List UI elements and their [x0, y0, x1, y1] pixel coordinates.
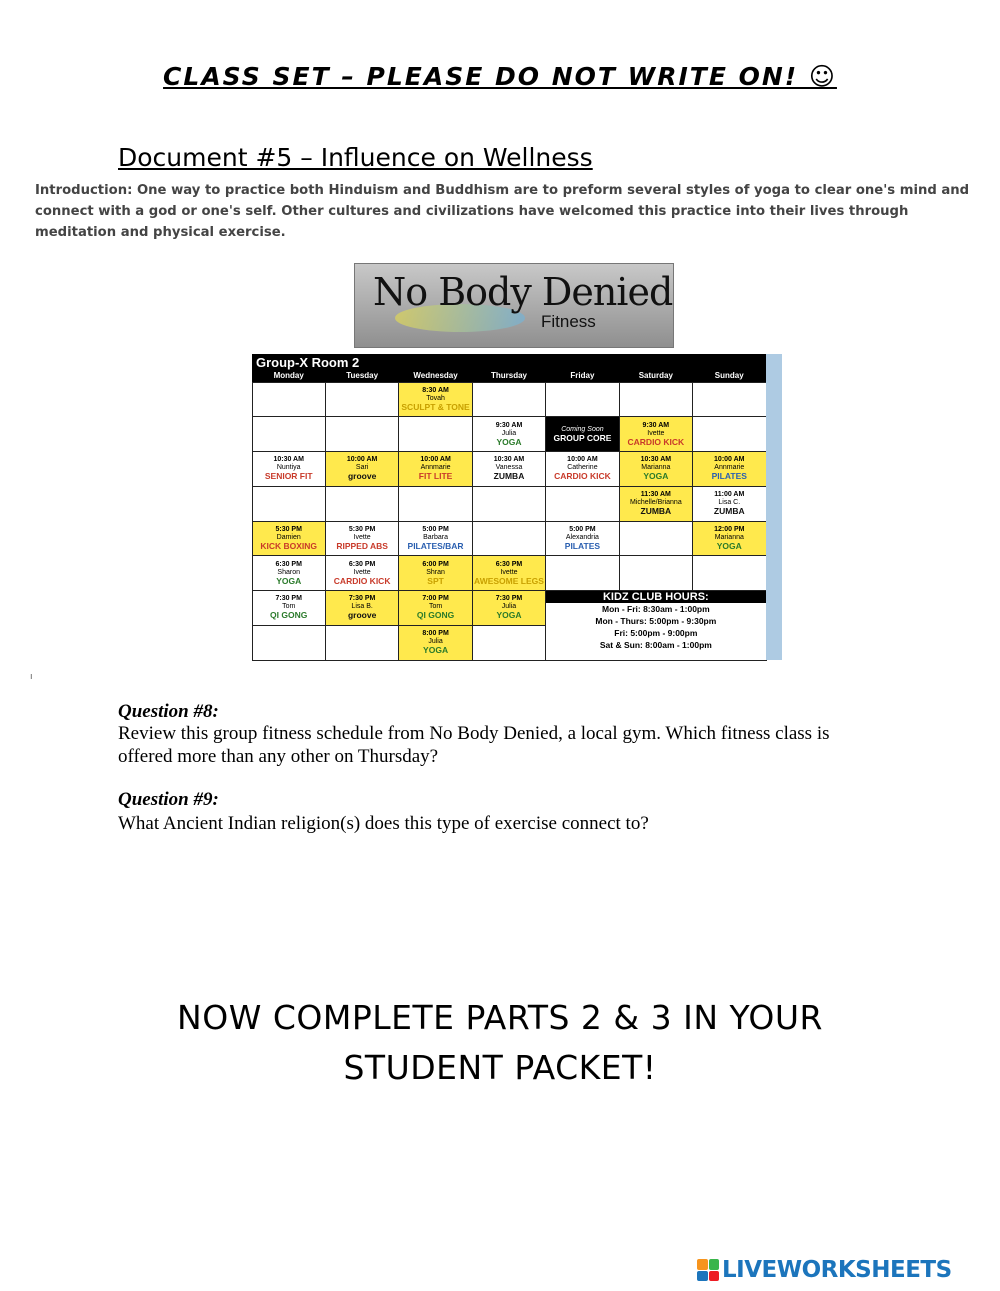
instructor-name: Catherine: [567, 464, 598, 472]
question-8-text: Review this group fitness schedule from No Body Denied, a local gym. Which fitness class is offered more than any other on Thursday?: [118, 723, 830, 767]
schedule-cell: [692, 382, 766, 418]
schedule-cell: [398, 416, 472, 452]
class-name: YOGA: [423, 645, 449, 656]
class-name: groove: [347, 610, 377, 621]
instructor-name: Sharon: [277, 568, 300, 576]
instructor-name: Ivette: [500, 568, 518, 576]
stray-mark: ı: [30, 671, 33, 681]
schedule-cell: [325, 486, 399, 522]
schedule-cell: [398, 590, 472, 626]
schedule-cell: [472, 625, 546, 661]
question-9-label: Question #9:: [118, 789, 219, 810]
kidz-club-box: [545, 590, 766, 661]
class-name: GROUP CORE: [553, 432, 612, 443]
class-name: SCULPT & TONE: [401, 401, 470, 412]
class-time: 10:00 AM: [346, 456, 378, 464]
class-name: SPT: [427, 575, 444, 586]
class-time: 7:00 PM: [422, 595, 449, 603]
class-time: 11:00 AM: [714, 491, 745, 499]
schedule-cell: [325, 382, 399, 418]
instructor-name: Annmarie: [420, 464, 451, 472]
instructor-name: Shran: [426, 568, 445, 576]
day-header: Tuesday: [346, 371, 379, 380]
class-name: PILATES: [564, 540, 601, 551]
instructor-name: Ivette: [353, 533, 371, 541]
class-name: CARDIO KICK: [333, 575, 391, 586]
day-header-row: [252, 371, 766, 382]
schedule-cell: [325, 451, 399, 487]
schedule-cell: [325, 521, 399, 557]
instructor-name: Vanessa: [495, 464, 523, 472]
schedule-cell: [545, 416, 619, 452]
instructor-name: Tovah: [426, 394, 445, 402]
schedule-cell: [252, 416, 326, 452]
class-name: YOGA: [643, 471, 669, 482]
class-name: PILATES: [711, 471, 747, 482]
class-set-banner: CLASS SET – PLEASE DO NOT WRITE ON! ☺: [163, 62, 837, 91]
schedule-cell: [398, 451, 472, 487]
schedule-cell: [472, 486, 546, 522]
schedule-grid: [252, 382, 766, 660]
day-header: Friday: [570, 371, 595, 380]
class-name: ZUMBA: [493, 471, 525, 482]
class-name: YOGA: [716, 540, 742, 551]
schedule-cell: [545, 486, 619, 522]
class-time: 5:00 PM: [422, 525, 449, 533]
schedule-cell: [398, 486, 472, 522]
class-time: 10:30 AM: [493, 456, 525, 464]
class-time: 8:30 AM: [422, 386, 449, 394]
schedule-cell: [252, 451, 326, 487]
class-time: 6:30 PM: [495, 560, 523, 568]
schedule-cell: [692, 416, 766, 452]
schedule-cell: [545, 451, 619, 487]
schedule-cell: [619, 486, 693, 522]
schedule-cell: [545, 521, 619, 557]
day-header: Monday: [273, 371, 304, 380]
day-header: Sunday: [714, 371, 744, 380]
schedule-cell: [325, 555, 399, 591]
class-time: 9:30 AM: [495, 421, 523, 429]
schedule-cell: [472, 382, 546, 418]
class-name: CARDIO KICK: [627, 436, 685, 447]
instructor-name: Lisa B.: [351, 603, 373, 611]
instructor-name: Damien: [276, 533, 301, 541]
schedule-cell: [472, 451, 546, 487]
schedule-cell: [398, 382, 472, 418]
instructor-name: Ivette: [647, 429, 665, 437]
class-name: YOGA: [276, 575, 302, 586]
class-time: 7:30 PM: [495, 595, 523, 603]
class-time: 8:00 PM: [422, 630, 449, 638]
class-time: 10:00 AM: [567, 456, 598, 464]
class-name: QI GONG: [416, 610, 455, 621]
fitness-schedule: [252, 354, 782, 660]
class-time: 9:30 AM: [642, 421, 670, 429]
schedule-cell: [252, 382, 326, 418]
schedule-cell: [472, 521, 546, 557]
brand-text: LIVEWORKSHEETS: [722, 1257, 952, 1283]
class-time: 7:30 PM: [348, 595, 376, 603]
schedule-cell: [545, 382, 619, 418]
instructor-name: Michelle/Brianna: [629, 499, 682, 507]
class-time: 7:30 PM: [275, 595, 302, 603]
schedule-cell: [398, 521, 472, 557]
schedule-cell: [692, 555, 766, 591]
class-name: RIPPED ABS: [336, 540, 388, 551]
schedule-side-strip: [766, 354, 782, 660]
class-name: CARDIO KICK: [554, 471, 611, 482]
kidz-club-hours: Mon - Fri: 8:30am - 1:00pm: [602, 604, 710, 614]
introduction-paragraph: Introduction: One way to practice both Hinduism and Buddhism are to preform several styles of yoga to clear one's mind and connect with a god or one's self. Other cultures and civilizations have welcomed this practice into their lives through meditation and physical exercise.: [35, 183, 970, 240]
question-9-text: What Ancient Indian religion(s) does this type of exercise connect to?: [118, 813, 649, 834]
brand-blocks-icon: [697, 1259, 719, 1281]
schedule-cell: [252, 625, 326, 661]
instructor-name: Annmarie: [714, 464, 745, 472]
day-header: Wednesday: [413, 371, 458, 380]
schedule-cell: [545, 555, 619, 591]
schedule-cell: [252, 486, 326, 522]
brand-block: [697, 1259, 708, 1270]
class-name: AWESOME LEGS: [474, 575, 544, 586]
brand-block: [709, 1271, 720, 1282]
schedule-cell: [325, 590, 399, 626]
schedule-cell: [619, 521, 693, 557]
class-time: 10:30 AM: [640, 456, 672, 464]
class-time: 5:00 PM: [569, 525, 596, 533]
class-note: Coming Soon: [561, 425, 604, 433]
class-time: 10:00 AM: [714, 456, 745, 464]
class-time: 11:30 AM: [640, 491, 671, 499]
schedule-cell: [692, 521, 766, 557]
schedule-cell: [692, 451, 766, 487]
schedule-title: Group-X Room 2: [256, 355, 360, 370]
schedule-cell: [692, 486, 766, 522]
kidz-club-hours: Mon - Thurs: 5:00pm - 9:30pm: [595, 616, 717, 626]
schedule-cell: [252, 590, 326, 626]
kidz-club-hours: Fri: 5:00pm - 9:00pm: [614, 628, 698, 638]
liveworksheets-brand: [697, 1256, 952, 1284]
class-time: 6:30 PM: [275, 560, 302, 568]
class-time: 12:00 PM: [714, 525, 745, 533]
class-time: 5:30 PM: [348, 525, 376, 533]
document-title: Document #5 – Influence on Wellness: [118, 143, 593, 172]
instructor-name: Alexandria: [565, 533, 599, 541]
class-name: QI GONG: [270, 610, 308, 621]
class-time: 6:30 PM: [348, 560, 376, 568]
class-name: ZUMBA: [640, 506, 672, 517]
class-name: YOGA: [496, 610, 522, 621]
schedule-cell: [619, 382, 693, 418]
class-name: ZUMBA: [713, 506, 745, 517]
schedule-cell: [619, 451, 693, 487]
kidz-club-hours: Sat & Sun: 8:00am - 1:00pm: [599, 640, 712, 650]
logo-main-text: No Body Denied: [373, 270, 673, 314]
question-8-label: Question #8:: [118, 701, 219, 722]
instructor-name: Lisa C.: [718, 499, 741, 507]
schedule-cell: [398, 555, 472, 591]
schedule-cell: [325, 625, 399, 661]
schedule-header: [252, 354, 766, 382]
instructor-name: Tom: [428, 603, 443, 611]
schedule-cell: [252, 555, 326, 591]
schedule-cell: [398, 625, 472, 661]
class-name: KICK BOXING: [260, 540, 318, 551]
class-name: SENIOR FIT: [264, 471, 313, 482]
brand-block: [697, 1271, 708, 1282]
instructor-name: Barbara: [423, 533, 449, 541]
schedule-cell: [619, 416, 693, 452]
schedule-cell: [472, 416, 546, 452]
instructor-name: Ivette: [353, 568, 371, 576]
complete-parts-instruction: [0, 993, 1000, 1093]
class-name: YOGA: [496, 436, 522, 447]
class-name: groove: [347, 471, 377, 482]
class-time: 10:30 AM: [273, 456, 304, 464]
instructor-name: Sari: [355, 464, 369, 472]
instruction-line: NOW COMPLETE PARTS 2 & 3 IN YOUR: [177, 998, 823, 1037]
schedule-cell: [619, 555, 693, 591]
instruction-line: STUDENT PACKET!: [343, 1048, 657, 1087]
instructor-name: Julia: [501, 429, 517, 437]
gym-logo: [354, 263, 674, 348]
class-name: PILATES/BAR: [407, 540, 464, 551]
day-header: Saturday: [638, 371, 673, 380]
schedule-cell: [325, 416, 399, 452]
instructor-name: Julia: [501, 603, 517, 611]
logo-sub-text: Fitness: [541, 312, 596, 331]
brand-block: [709, 1259, 720, 1270]
class-time: 5:30 PM: [275, 525, 302, 533]
instructor-name: Julia: [428, 638, 443, 646]
class-name: FIT LITE: [418, 471, 453, 482]
schedule-cell: [472, 590, 546, 626]
instructor-name: Tom: [282, 603, 296, 611]
instructor-name: Marianna: [641, 464, 671, 472]
kidz-club-title: KIDZ CLUB HOURS:: [546, 591, 765, 603]
schedule-cell: [252, 521, 326, 557]
instructor-name: Marianna: [714, 533, 744, 541]
class-time: 6:00 PM: [422, 560, 449, 568]
day-header: Thursday: [490, 371, 527, 380]
instructor-name: Nuntiya: [276, 464, 301, 472]
class-time: 10:00 AM: [420, 456, 451, 464]
schedule-cell: [472, 555, 546, 591]
